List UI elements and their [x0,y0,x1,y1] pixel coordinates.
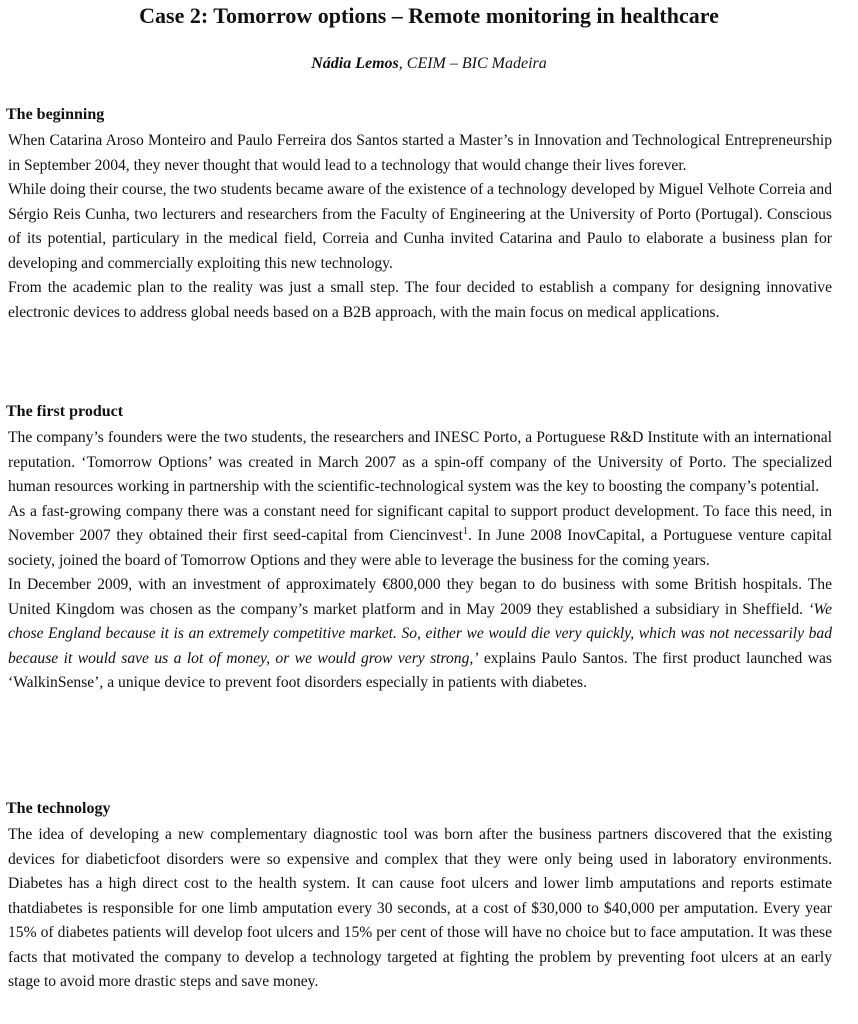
section-the-first-product [8,402,832,696]
section-heading: The first product [6,403,124,420]
section-heading: The technology [6,800,111,817]
section-the-technology [8,799,832,995]
section-heading: The beginning [6,106,105,123]
author-name: Nádia Lemos [311,55,399,72]
paragraph: While doing their course, the two students became aware of the existence of a technology developed by Miguel Velhote Correia and Sérgio Reis Cunha, two lecturers and researchers from the Faculty of Engineering at the University of Porto (Portugal). Conscious of its potential, particulary in the medical field, Correia and Cunha invited Catarina and Paulo to elaborate a business plan for developing and commercially exploiting this new technology. [8,181,832,272]
footnote-marker: 1 [462,525,468,537]
author-affiliation: , CEIM – BIC Madeira [398,55,547,72]
paragraph: The idea of developing a new complementary diagnostic tool was born after the business partners discovered that the existing devices for diabeticfoot disorders were so expensive and complex that they were only being used in laboratory environments. Diabetes has a high direct cost to the health system. It can cause foot ulcers and lower limb amputations and reports estimate thatdiabetes is responsible for one limb amputation every 30 seconds, at a cost of $30,000 to $40,000 per amputation. Every year 15% of diabetes patients will develop foot ulcers and 15% per cent of those will have no choice but to face amputation. It was these facts that motivated the company to develop a technology targeted at fighting the problem by preventing foot ulcers at an early stage to avoid more drastic steps and save money. [8,826,832,990]
founder-quote: ‘We chose England because it is an extremely competitive market. So, either we would die very quickly, which was not necessarily bad because it would save us a lot of money, or we would grow very strong,’ [8,600,832,667]
section-the-beginning [8,105,832,325]
paragraph: The company’s founders were the two students, the researchers and INESC Porto, a Portuguese R&D Institute with an international reputation. ‘Tomorrow Options’ was created in March 2007 as a spin-off company of the University of Porto. The specialized human resources working in partnership with the scientific-technological system was the key to boosting the company’s potential. [8,429,832,495]
paragraph-funding [8,500,832,574]
funding-text-before: As a fast-growing company there was a constant need for significant capital to support product development. To face this need, in November 2007 they obtained their first seed-capital from Ciencinvest [8,502,832,544]
funding-text-after: . In June 2008 InovCapital, a Portuguese venture capital society, joined the board of Tomorrow Options and they were able to leverage the business for the coming years. [8,527,833,569]
case-title: Case 2: Tomorrow options – Remote monitoring in healthcare [139,3,719,28]
byline [0,54,858,74]
paragraph: From the academic plan to the reality was just a small step. The four decided to establish a company for designing innovative electronic devices to address global needs based on a B2B approach, with the main focus on medical applications. [8,279,832,321]
quote-text-after: explains Paulo Santos. The first product launched was ‘WalkinSense’, a unique device to prevent foot disorders especially in patients with diabetes. [8,649,832,691]
quote-text-before: In December 2009, with an investment of approximately €800,000 they began to do business with some British hospitals. The United Kingdom was chosen as the company’s market platform and in May 2009 they established a subsidiary in Sheffield. [8,576,832,618]
paragraph-quote [8,573,832,696]
paragraph: When Catarina Aroso Monteiro and Paulo Ferreira dos Santos started a Master’s in Innovation and Technological Entrepreneurship in September 2004, they never thought that would lead to a technology that would change their lives forever. [8,132,832,174]
